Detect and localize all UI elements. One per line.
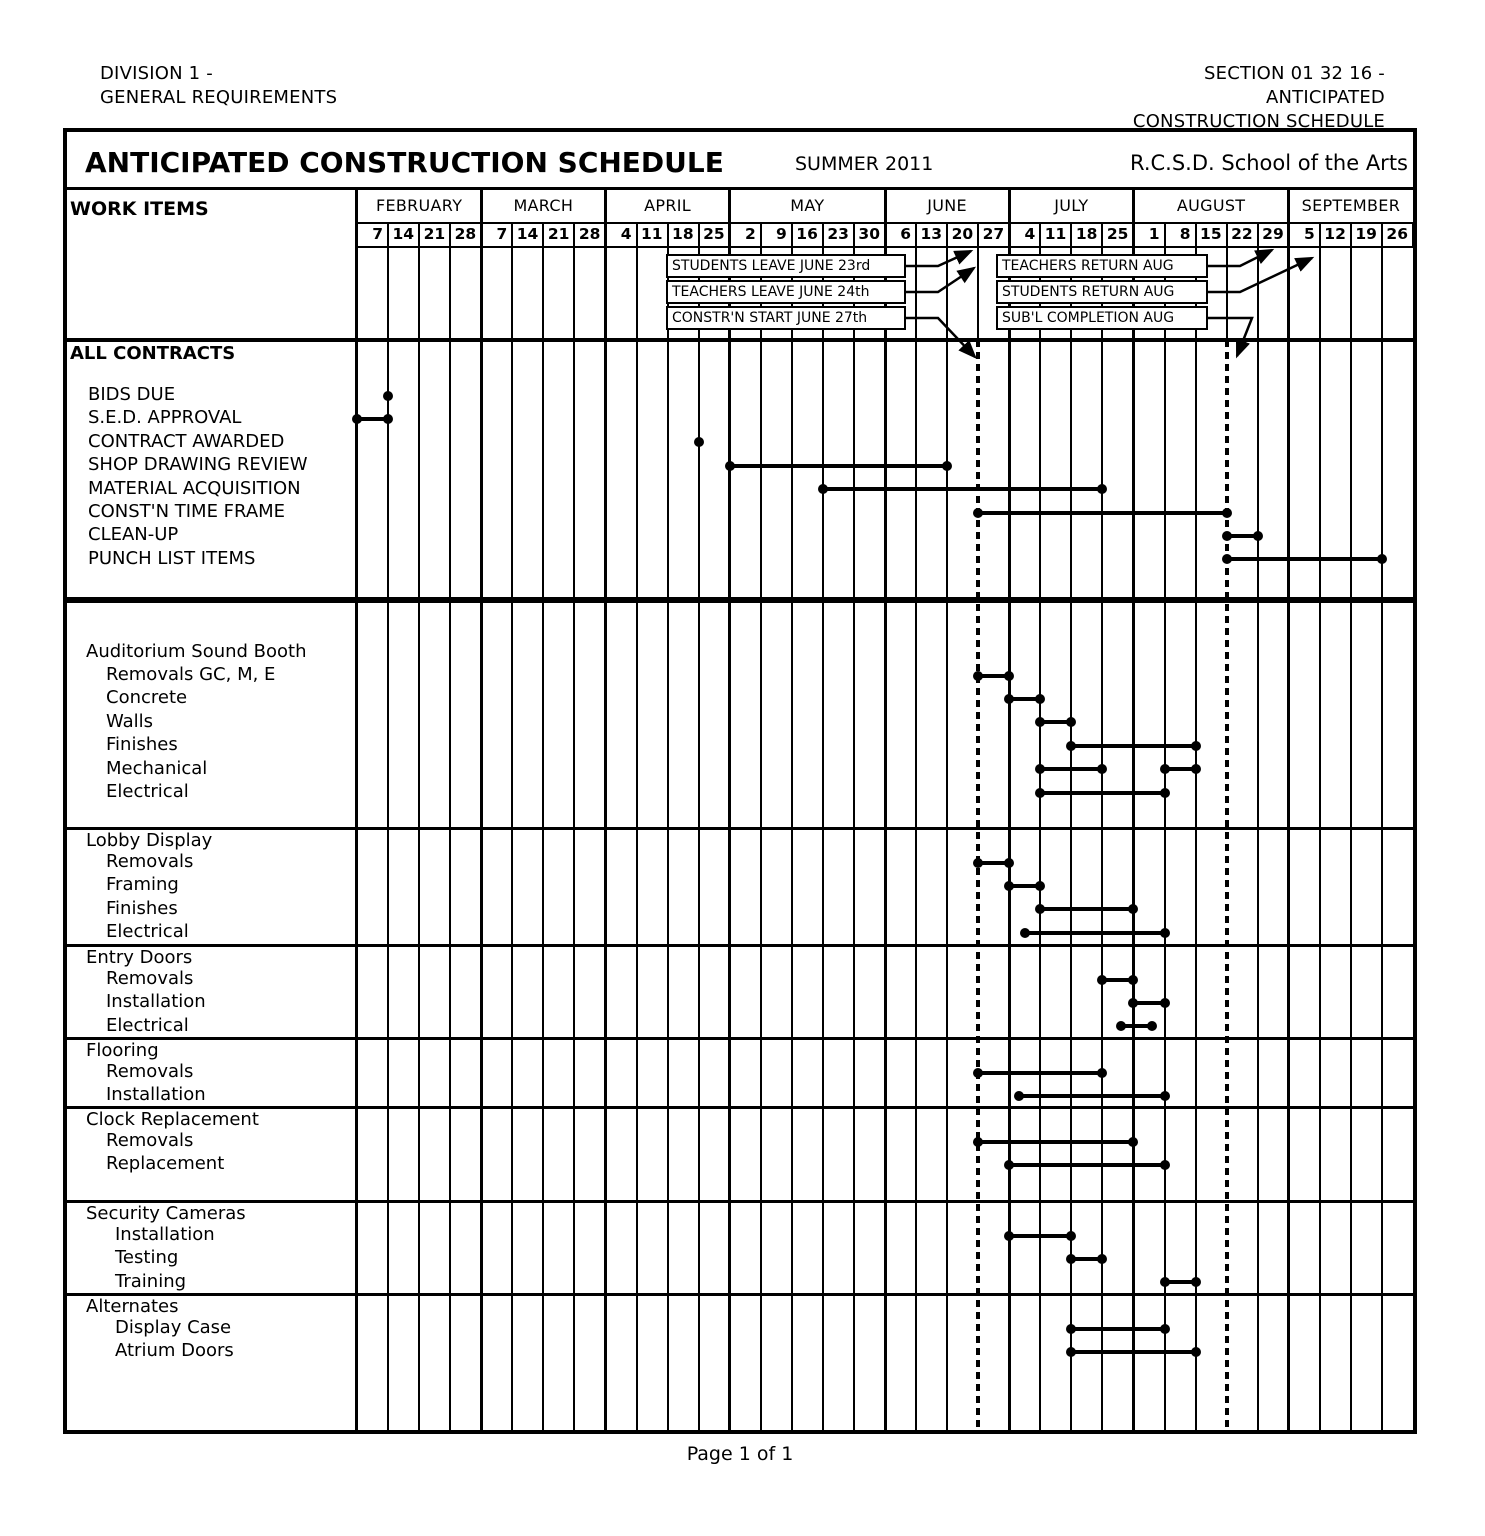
gantt-milestone-dot (1191, 1347, 1201, 1357)
week-date-cell: 8 (1164, 222, 1197, 248)
division-line1: DIVISION 1 - (100, 63, 213, 84)
gantt-milestone-dot (1222, 531, 1232, 541)
gantt-section-header: Security Cameras (86, 1203, 246, 1224)
week-date-cell: 19 (1350, 222, 1383, 248)
week-date-cell: 15 (1195, 222, 1228, 248)
week-date-cell: 2 (729, 222, 762, 248)
section-line2: ANTICIPATED (1265, 87, 1385, 108)
gantt-section-header: Flooring (86, 1040, 159, 1061)
week-date-cell: 22 (1226, 222, 1259, 248)
gantt-row-label: Walls (106, 710, 154, 732)
gantt-row-label: Installation (106, 991, 206, 1013)
section-divider (64, 1037, 1416, 1040)
annotation-box: CONSTR'N START JUNE 27th (666, 306, 906, 330)
gantt-milestone-dot (725, 461, 735, 471)
week-date-cell: 21 (542, 222, 575, 248)
gantt-section-header: Entry Doors (86, 947, 193, 968)
gantt-milestone-dot (942, 461, 952, 471)
section-divider (64, 944, 1416, 947)
gantt-bar (1227, 557, 1382, 561)
gantt-row-label: Electrical (106, 1014, 189, 1036)
week-date-cell: 4 (1008, 222, 1041, 248)
month-header: APRIL (644, 195, 691, 215)
annotation-box: TEACHERS RETURN AUG (996, 254, 1208, 278)
week-date-cell: 14 (511, 222, 544, 248)
gantt-milestone-dot (1222, 554, 1232, 564)
week-date-cell: 18 (667, 222, 700, 248)
gantt-row-label: Display Case (115, 1317, 232, 1338)
gantt-row-label: Mechanical (106, 757, 208, 779)
gantt-row-label: Electrical (106, 921, 189, 943)
gantt-row-label: Installation (115, 1224, 215, 1245)
gantt-section-header: Lobby Display (86, 830, 213, 851)
gantt-milestone-dot (1160, 1160, 1170, 1170)
gantt-row-label: CLEAN-UP (88, 524, 179, 546)
month-header: AUGUST (1176, 195, 1246, 215)
gantt-bar (1040, 791, 1164, 795)
gantt-milestone-dot (1191, 1277, 1201, 1287)
week-date-cell: 12 (1319, 222, 1352, 248)
week-date-cell: 25 (698, 222, 731, 248)
gantt-milestone-dot (1191, 764, 1201, 774)
gantt-row-label: Finishes (106, 897, 178, 919)
gantt-row-label: CONTRACT AWARDED (88, 430, 285, 452)
gantt-milestone-dot (1066, 741, 1076, 751)
gantt-row-label: Finishes (106, 734, 178, 756)
section-divider (64, 827, 1416, 830)
division-line2: GENERAL REQUIREMENTS (100, 87, 338, 108)
gantt-row-label: Framing (106, 874, 179, 896)
gantt-milestone-dot (973, 1068, 983, 1078)
gantt-milestone-dot (1191, 741, 1201, 751)
gantt-row-label: CONST'N TIME FRAME (88, 501, 286, 522)
gantt-milestone-dot (1160, 1091, 1170, 1101)
gantt-milestone-dot (1160, 788, 1170, 798)
week-date-cell: 4 (604, 222, 637, 248)
gantt-milestone-dot (1222, 508, 1232, 518)
gantt-bar (730, 464, 947, 468)
annotation-box: STUDENTS RETURN AUG (996, 280, 1208, 304)
week-date-cell: 28 (449, 222, 482, 248)
annotation-box: SUB'L COMPLETION AUG (996, 306, 1208, 330)
gantt-bar (978, 1140, 1133, 1144)
gantt-bar (1025, 931, 1165, 935)
gantt-milestone-dot (1160, 998, 1170, 1008)
gantt-milestone-dot (1004, 671, 1014, 681)
gantt-bar (1040, 767, 1102, 771)
gantt-section-header: Clock Replacement (86, 1109, 259, 1130)
week-date-cell: 14 (387, 222, 420, 248)
week-date-cell: 20 (946, 222, 979, 248)
week-date-cell: 7 (480, 222, 513, 248)
gantt-bar (823, 487, 1103, 491)
week-date-cell: 29 (1257, 222, 1290, 248)
gantt-milestone-dot (1035, 788, 1045, 798)
page-title: ANTICIPATED CONSTRUCTION SCHEDULE (85, 146, 724, 179)
gantt-milestone-dot (383, 391, 393, 401)
week-date-cell: 25 (1101, 222, 1134, 248)
gantt-milestone-dot (818, 484, 828, 494)
division-header (100, 62, 337, 110)
gantt-milestone-dot (694, 437, 704, 447)
construction-end-dashed-line (1225, 340, 1229, 1430)
section-line1: SECTION 01 32 16 - (1204, 63, 1385, 84)
gantt-row-label: Replacement (106, 1153, 225, 1175)
gantt-milestone-dot (1160, 1324, 1170, 1334)
month-header: JUNE (927, 195, 967, 215)
gantt-milestone-dot (1253, 531, 1263, 541)
gantt-row-label: S.E.D. APPROVAL (88, 407, 242, 429)
chart-body-top-line (64, 338, 1416, 342)
gantt-section-header: Alternates (86, 1296, 179, 1317)
gantt-row-label: SHOP DRAWING REVIEW (88, 454, 308, 476)
gantt-bar (1040, 907, 1133, 911)
annotation-box: TEACHERS LEAVE JUNE 24th (666, 280, 906, 304)
gantt-milestone-dot (1160, 764, 1170, 774)
gantt-row-label: Training (115, 1270, 187, 1292)
gantt-milestone-dot (973, 508, 983, 518)
week-date-cell: 18 (1070, 222, 1103, 248)
week-date-cell: 26 (1381, 222, 1414, 248)
gantt-row-label: Electrical (106, 781, 189, 802)
gantt-bar (1019, 1094, 1165, 1098)
section-header (1133, 62, 1385, 134)
gantt-milestone-dot (1004, 1231, 1014, 1241)
gantt-milestone-dot (1128, 1137, 1138, 1147)
gantt-row-label: Removals (106, 1061, 194, 1082)
gantt-milestone-dot (1128, 975, 1138, 985)
gantt-row-label: Removals (106, 968, 194, 989)
gantt-milestone-dot (1004, 858, 1014, 868)
gantt-row-label: MATERIAL ACQUISITION (88, 477, 301, 499)
month-header: SEPTEMBER (1301, 195, 1401, 215)
week-date-cell: 11 (1039, 222, 1072, 248)
gantt-row-label: Installation (106, 1084, 206, 1106)
gantt-bar (978, 1071, 1102, 1075)
gantt-row-label: Removals GC, M, E (106, 664, 276, 685)
gantt-milestone-dot (973, 858, 983, 868)
gantt-section-header: ALL CONTRACTS (70, 343, 236, 364)
gantt-milestone-dot (973, 1137, 983, 1147)
week-date-cell: 7 (356, 222, 389, 248)
gantt-milestone-dot (1020, 928, 1030, 938)
week-date-cell: 13 (915, 222, 948, 248)
month-header: MARCH (513, 195, 574, 215)
client-name: R.C.S.D. School of the Arts (1129, 151, 1408, 175)
gantt-row-label: Testing (115, 1247, 179, 1269)
gantt-milestone-dot (1066, 1231, 1076, 1241)
section-divider (64, 1200, 1416, 1203)
gantt-row-label: Concrete (106, 687, 188, 709)
page-footer: Page 1 of 1 (686, 1443, 794, 1465)
week-date-cell: 16 (791, 222, 824, 248)
gantt-bar (1009, 1163, 1164, 1167)
month-header: FEBRUARY (375, 195, 463, 215)
gantt-milestone-dot (1160, 928, 1170, 938)
gantt-milestone-dot (1066, 1324, 1076, 1334)
section-line3: CONSTRUCTION SCHEDULE (1132, 111, 1385, 132)
annotation-box: STUDENTS LEAVE JUNE 23rd (666, 254, 906, 278)
gantt-row-label: Removals (106, 1130, 194, 1151)
week-date-cell: 21 (418, 222, 451, 248)
gantt-milestone-dot (1097, 975, 1107, 985)
gantt-milestone-dot (1160, 1277, 1170, 1287)
week-date-cell: 9 (760, 222, 793, 248)
work-items-column-header: WORK ITEMS (70, 198, 209, 220)
gantt-bar (978, 511, 1226, 515)
gantt-milestone-dot (1014, 1091, 1024, 1101)
month-header: MAY (790, 195, 825, 215)
gantt-row-label: Removals (106, 851, 194, 872)
section-divider (64, 597, 1416, 603)
gantt-bar (1009, 1234, 1071, 1238)
week-date-cell: 30 (853, 222, 886, 248)
week-date-cell: 27 (977, 222, 1010, 248)
week-date-cell: 1 (1132, 222, 1165, 248)
week-date-cell: 11 (636, 222, 669, 248)
gantt-milestone-dot (973, 671, 983, 681)
gantt-row-label: BIDS DUE (88, 384, 176, 405)
gantt-bar (1071, 744, 1195, 748)
work-items-column-divider (355, 188, 358, 1430)
section-divider (64, 1106, 1416, 1109)
month-header: JULY (1054, 195, 1089, 215)
schedule-season: SUMMER 2011 (795, 153, 934, 175)
gantt-row-label: Atrium Doors (115, 1340, 234, 1362)
section-divider (64, 1293, 1416, 1296)
week-date-cell: 28 (573, 222, 606, 248)
gantt-milestone-dot (352, 414, 362, 424)
gantt-milestone-dot (1097, 1068, 1107, 1078)
gantt-bar (1071, 1350, 1195, 1354)
gantt-section-header: Auditorium Sound Booth (86, 641, 307, 662)
week-date-cell: 5 (1288, 222, 1321, 248)
gantt-row-label: PUNCH LIST ITEMS (88, 547, 256, 569)
week-date-cell: 6 (884, 222, 917, 248)
gantt-bar (1071, 1327, 1164, 1331)
gantt-milestone-dot (383, 414, 393, 424)
week-date-cell: 23 (822, 222, 855, 248)
construction-start-dashed-line (976, 340, 980, 1430)
